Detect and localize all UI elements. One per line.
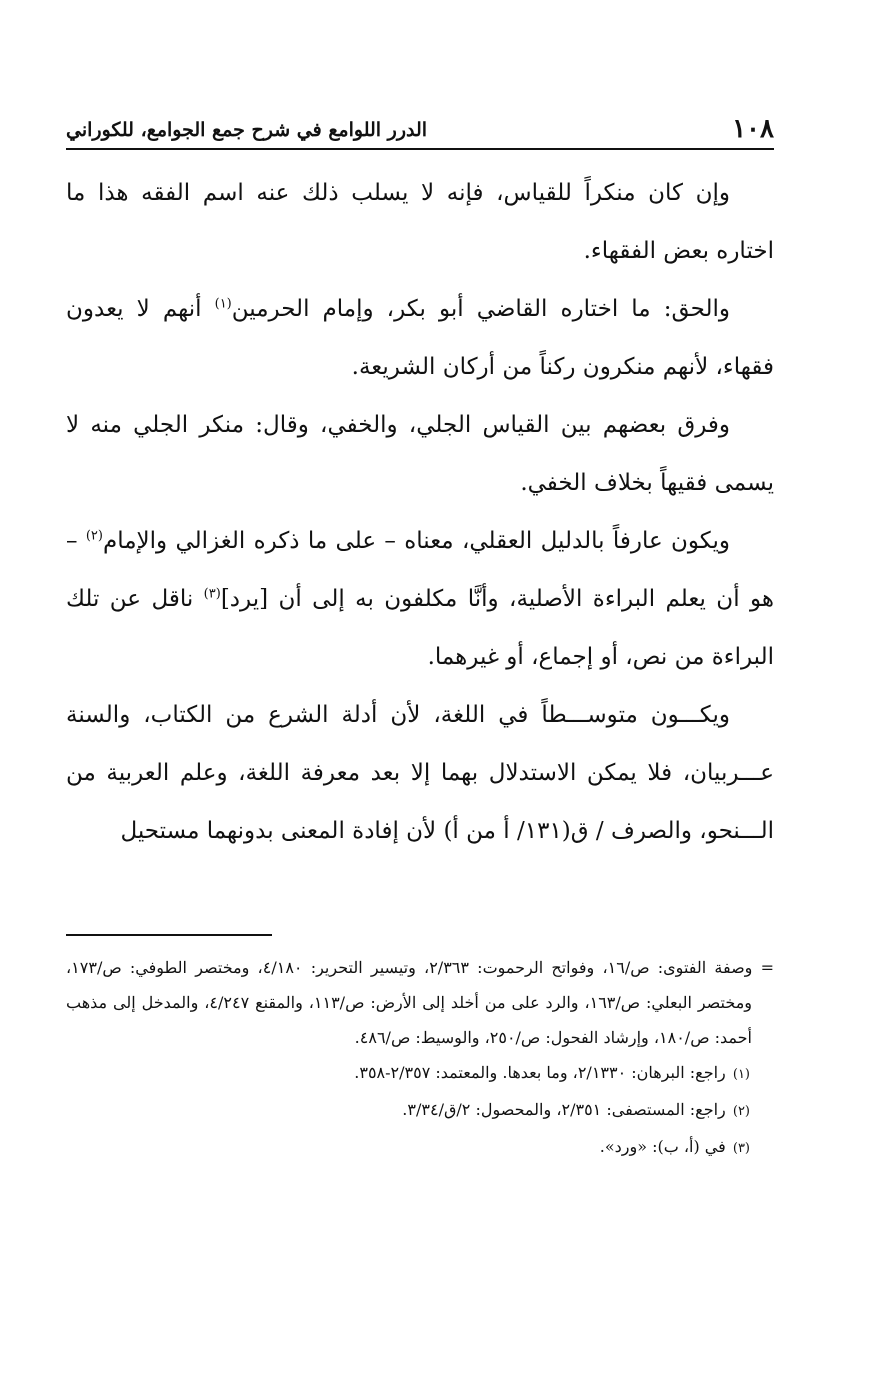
footnote-1-number: (١) — [732, 1067, 750, 1082]
footnote-3-number: (٣) — [732, 1141, 750, 1156]
page — [66, 112, 774, 860]
footnote-ref-2[interactable]: (٢) — [85, 528, 103, 544]
footnote-3-text: في (أ، ب): «ورد». — [599, 1137, 726, 1156]
paragraph-2-part-b: أنهم لا يعدون فقهاء، لأنهم منكرون ركناً من أركان الشريعة. — [66, 296, 774, 380]
footnotes-section — [66, 934, 774, 1166]
paragraph-5: ويكـــون متوســـطاً في اللغة، لأن أدلة الشرع من الكتاب، والسنة عـــربيان، فلا يمكن الاستدلال بهما إلا بعد معرفة اللغة، وعلم العربية من الـــنحو، والصرف / ق(١٣١/ أ من أ) لأن إفادة المعنى بدونهما مستحيل — [66, 702, 774, 844]
page-header — [66, 112, 774, 150]
paragraph-4 — [66, 512, 774, 686]
footnote-separator — [66, 934, 272, 936]
paragraph-4-part-b: – هو أن يعلم البراءة الأصلية، وأنَّا مكلفون به إلى أن [يرد] — [66, 528, 774, 612]
page-number: ١٠٨ — [732, 114, 774, 144]
footnotes-body — [66, 950, 774, 1166]
footnote-2 — [66, 1092, 774, 1129]
footnote-continuation: = وصفة الفتوى: ص/١٦، وفواتح الرحموت: ٢/٣٦٣، وتيسير التحرير: ٤/١٨٠، ومختصر الطوفي: ص/١٧٣، ومختصر البعلي: ص/١٦٣، والرد على من أخلد إلى الأرض: ص/١١٣، والمقنع ٤/٢٤٧، والمدخل إلى مذهب أحمد: ص/١٨٠، وإرشاد الفحول: ص/٢٥٠، والوسيط: ص/٤٨٦. — [66, 958, 774, 1047]
main-text — [66, 164, 774, 860]
footnote-2-text: راجع: المستصفى: ٢/٣٥١، والمحصول: ٢/ق/٣/٣٤. — [402, 1100, 726, 1119]
paragraph-2-part-a: والحق: ما اختاره القاضي أبو بكر، وإمام الحرمين — [231, 296, 730, 322]
paragraph-4-part-a: ويكون عارفاً بالدليل العقلي، معناه – على ما ذكره الغزالي والإمام — [102, 528, 730, 554]
paragraph-4-part-c: ناقل عن تلك البراءة من نص، أو إجماع، أو غيرهما. — [66, 586, 774, 670]
running-title: الدرر اللوامع في شرح جمع الجوامع، للكوراني — [66, 119, 428, 141]
footnote-ref-3[interactable]: (٣) — [203, 586, 221, 602]
paragraph-1: وإن كان منكراً للقياس، فإنه لا يسلب ذلك عنه اسم الفقه هذا ما اختاره بعض الفقهاء. — [66, 180, 774, 264]
footnote-1-text: راجع: البرهان: ٢/١٣٣٠، وما بعدها. والمعتمد: ٢/٣٥٧-٣٥٨. — [354, 1063, 726, 1082]
paragraph-3: وفرق بعضهم بين القياس الجلي، والخفي، وقال: منكر الجلي منه لا يسمى فقيهاً بخلاف الخفي. — [66, 412, 774, 496]
footnote-3 — [66, 1129, 774, 1166]
footnote-2-number: (٢) — [732, 1104, 750, 1119]
paragraph-2 — [66, 280, 774, 396]
footnote-ref-1[interactable]: (١) — [214, 296, 232, 312]
footnote-1 — [66, 1055, 774, 1092]
